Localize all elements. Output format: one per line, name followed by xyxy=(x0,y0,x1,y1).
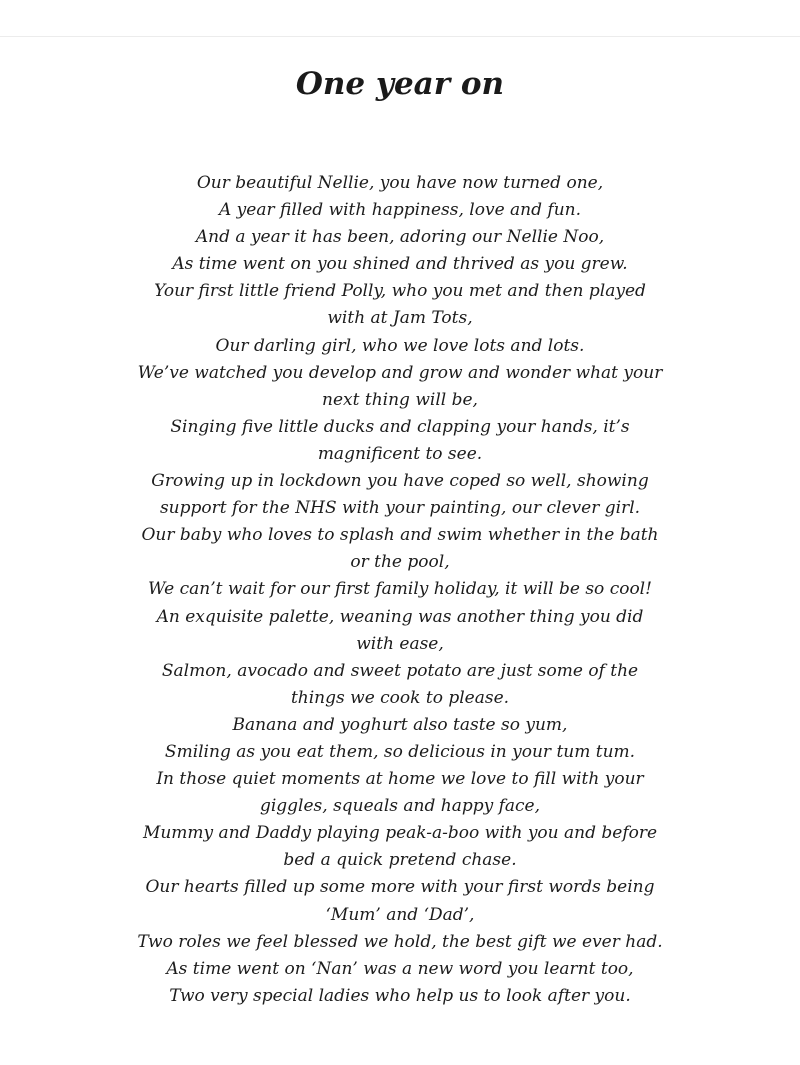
poem-line: Our beautiful Nellie, you have now turned one, xyxy=(196,173,604,193)
poem-line: things we cook to please. xyxy=(290,687,510,708)
top-divider xyxy=(0,36,800,37)
poem-line: Your first little friend Polly, who you met and then played xyxy=(154,281,646,302)
poem-line: A year filled with happiness, love and fun. xyxy=(219,200,581,221)
poem-line: with ease, xyxy=(356,633,444,654)
poem-line: We can’t wait for our first family holiday, it will be so cool! xyxy=(148,579,652,600)
poem-line: Two very special ladies who help us to look after you. xyxy=(169,985,631,1006)
poem-line: Singing five little ducks and clapping your hands, it’s xyxy=(170,416,630,437)
poem-line: Growing up in lockdown you have coped so well, showing xyxy=(151,471,649,492)
poem-line: Our hearts filled up some more with your first words being xyxy=(145,877,655,898)
poem-line: Salmon, avocado and sweet potato are just some of the xyxy=(161,660,639,681)
poem-line: bed a quick pretend chase. xyxy=(283,850,517,871)
poem-line: An exquisite palette, weaning was another thing you did xyxy=(156,606,644,627)
poem-line: ‘Mum’ and ‘Dad’, xyxy=(325,904,475,925)
poem-title: One year on xyxy=(295,66,505,102)
poem-body xyxy=(110,170,690,1010)
poem-line: support for the NHS with your painting, our clever girl. xyxy=(159,498,641,519)
poem-line: Smiling as you eat them, so delicious in your tum tum. xyxy=(164,741,636,762)
poem-line: next thing will be, xyxy=(322,389,478,410)
poem-line: Our baby who loves to splash and swim whether in the bath xyxy=(141,525,659,546)
poem-line: with at Jam Tots, xyxy=(327,308,473,329)
poem-line: Mummy and Daddy playing peak-a-boo with you and before xyxy=(142,823,658,844)
poem-line: We’ve watched you develop and grow and wonder what your xyxy=(137,362,663,383)
poem-line: Two roles we feel blessed we hold, the best gift we ever had. xyxy=(137,931,663,952)
poem-line: As time went on you shined and thrived as you grew. xyxy=(172,254,628,275)
poem-line: As time went on ‘Nan’ was a new word you learnt too, xyxy=(166,958,634,979)
poem-line: And a year it has been, adoring our Nellie Noo, xyxy=(195,227,605,248)
poem-line: In those quiet moments at home we love to fill with your xyxy=(156,769,644,790)
poem-line: giggles, squeals and happy face, xyxy=(259,796,541,817)
poem-line: Our darling girl, who we love lots and lots. xyxy=(215,335,585,356)
poem-line: Banana and yoghurt also taste so yum, xyxy=(232,714,568,735)
poem-line: magnificent to see. xyxy=(317,443,483,464)
poem-line: or the pool, xyxy=(350,552,450,573)
